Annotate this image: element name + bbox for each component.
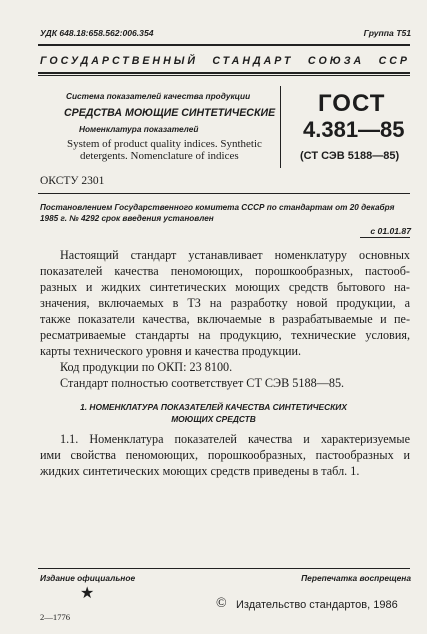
group-code: Группа Т51 — [363, 28, 411, 38]
intro-line: карты технического уровня и качества продукции. — [40, 344, 302, 358]
intro-line: ресматриваемые стандарты на продукцию, технические условия, — [40, 328, 410, 342]
section-line: жидких синтетических моющих средств приведены в табл. 1. — [40, 464, 360, 478]
okstu-rule — [38, 193, 410, 194]
gost-label: ГОСТ — [318, 90, 386, 117]
intro-line: значения, включаемых в ТЗ на разработку новой продукции, а — [40, 296, 410, 310]
print-code: 2—1776 — [40, 612, 71, 622]
date-underline — [360, 237, 410, 238]
decree-line-1: Постановлением Государственного комитета СССР по стандартам от 20 декабря — [40, 203, 395, 212]
intro-line: разных и жидких синтетических моющих средств бытового на- — [40, 280, 410, 294]
star-icon: ★ — [80, 585, 95, 602]
standard-subtitle: Номенклатура показателей — [79, 124, 199, 134]
reprint-notice: Перепечатка воспрещена — [301, 573, 411, 583]
standard-title: СРЕДСТВА МОЮЩИЕ СИНТЕТИЧЕСКИЕ — [64, 107, 276, 119]
english-title-line-2: detergents. Nomenclature of indices — [80, 150, 239, 162]
intro-line: Настоящий стандарт устанавливает номенклатуру основных — [60, 248, 410, 262]
section-line: ими свойства пеномоющих, порошкообразных, пастообразных и — [40, 448, 410, 462]
footer-rule — [38, 568, 410, 569]
effective-date: с 01.01.87 — [370, 226, 411, 236]
section-line: 1.1. Номенклатура показателей качества и характеризуемые — [60, 432, 410, 446]
standard-banner: ГОСУДАРСТВЕННЫЙ СТАНДАРТ СОЮЗА ССР — [40, 55, 410, 67]
copyright-icon: © — [216, 596, 227, 611]
header-bottom-rule-thin — [38, 75, 410, 76]
decree-line-2: 1985 г. № 4292 срок введения установлен — [40, 214, 214, 223]
gost-number: 4.381—85 — [303, 117, 405, 142]
okp-code: Код продукции по ОКП: 23 8100. — [60, 360, 233, 374]
series-title: Система показателей качества продукции — [66, 91, 251, 101]
section-heading-line-1: 1. НОМЕНКЛАТУРА ПОКАЗАТЕЛЕЙ КАЧЕСТВА СИНТЕТИЧЕСКИХ — [80, 402, 347, 412]
header-top-rule — [38, 44, 410, 46]
sev-number: (СТ СЭВ 5188—85) — [300, 150, 400, 162]
intro-line: также показатели качества, включаемые в разрабатываемые и пе- — [40, 312, 410, 326]
english-title-line-1: System of product quality indices. Synthetic — [67, 138, 262, 150]
publisher-copyright: Издательство стандартов, 1986 — [236, 599, 398, 611]
title-divider — [280, 86, 281, 168]
official-edition: Издание официальное — [40, 573, 136, 583]
section-heading-line-2: МОЮЩИХ СРЕДСТВ — [171, 414, 256, 424]
udk-code: УДК 648.18:658.562:006.354 — [40, 28, 154, 38]
header-bottom-rule — [38, 72, 410, 74]
okstu-code: ОКСТУ 2301 — [40, 175, 105, 187]
compliance-statement: Стандарт полностью соответствует СТ СЭВ 5188—85. — [60, 376, 345, 390]
intro-line: показателей качества пеномоющих, порошкообразных, пастооб- — [40, 264, 410, 278]
